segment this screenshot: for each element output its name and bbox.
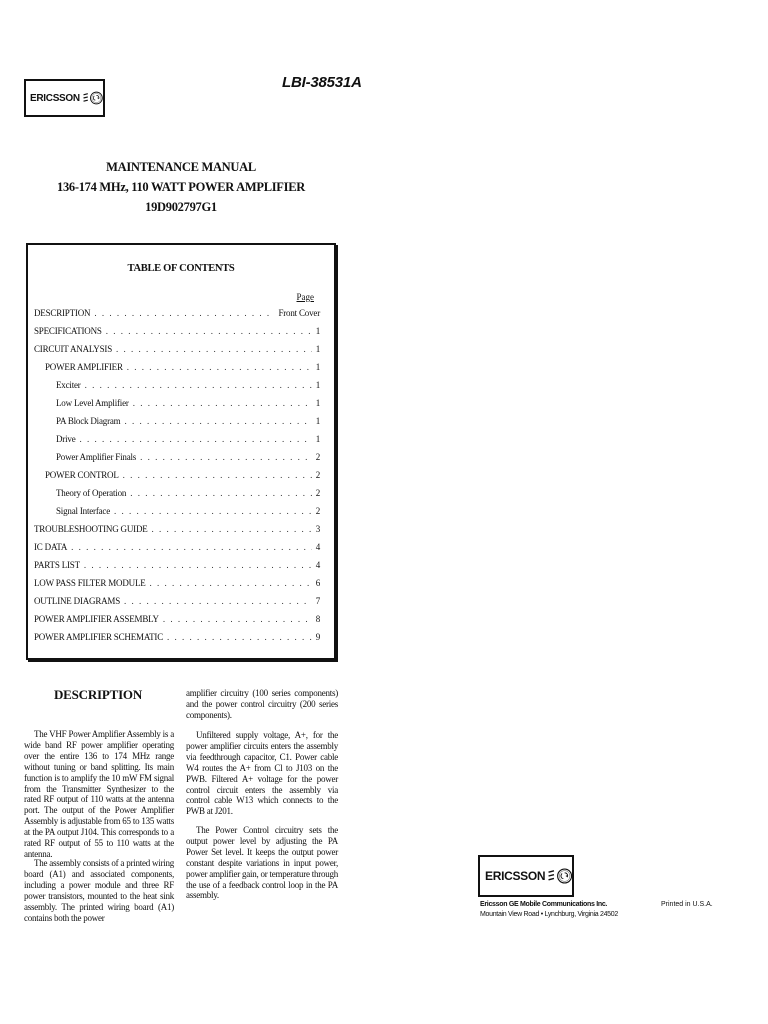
toc-entry-label: PA Block Diagram bbox=[56, 416, 121, 426]
toc-entry-page: 7 bbox=[315, 596, 320, 606]
toc-entry[interactable] bbox=[34, 434, 320, 452]
description-paragraph-4: Unfiltered supply voltage, A+, for the power amplifier circuits enters the assembly via feedthrough capacitor, C1. Power cable W4 routes the A+ from Cl to J103 on the PWB. Filtered A+ voltage for the power control circuit enters the assembly via control cable W13 which connects to the PWB at J201. bbox=[186, 730, 338, 817]
ericsson-stripes-icon bbox=[548, 865, 555, 887]
toc-entry-label: Exciter bbox=[56, 380, 81, 390]
toc-entry[interactable] bbox=[34, 470, 320, 488]
toc-entry[interactable] bbox=[34, 380, 320, 398]
logo-wordmark: ERICSSON bbox=[485, 869, 546, 883]
toc-page-heading: Page bbox=[296, 292, 314, 302]
title-line-1: MAINTENANCE MANUAL bbox=[106, 160, 256, 174]
description-paragraph-1: The VHF Power Amplifier Assembly is a wide band RF power amplifier operating over the entire 136 to 174 MHz range without tuning or band splitting. Its main function is to amplify the 10 mW FM signal from the Transmitter Synthesizer to the rated RF output of 110 watts at the antenna port. The output of the Power Amplifier Assembly is adjustable from 65 to 135 watts at the PA output J104. This corresponds to a rated RF output of 55 to 110 watts at the antenna. bbox=[24, 729, 174, 859]
toc-entry-label: Drive bbox=[56, 434, 76, 444]
toc-entry-page: 1 bbox=[315, 326, 320, 336]
toc-entry[interactable] bbox=[34, 524, 320, 542]
toc-entry-page: 2 bbox=[315, 488, 320, 498]
toc-entry-label: POWER AMPLIFIER SCHEMATIC bbox=[34, 632, 164, 642]
table-of-contents bbox=[26, 243, 336, 660]
company-address: Mountain View Road • Lynchburg, Virginia 24502 bbox=[480, 911, 618, 918]
toc-entry-label: OUTLINE DIAGRAMS bbox=[34, 596, 121, 606]
toc-entry[interactable] bbox=[34, 398, 320, 416]
toc-entry-page: 2 bbox=[315, 470, 320, 480]
toc-entry[interactable] bbox=[34, 488, 320, 506]
toc-entry-page: 1 bbox=[315, 398, 320, 408]
toc-entry-page: 1 bbox=[315, 362, 320, 372]
toc-entry-page: 2 bbox=[315, 452, 320, 462]
toc-entry[interactable] bbox=[34, 560, 320, 578]
printed-in-usa: Printed in U.S.A. bbox=[661, 901, 713, 908]
toc-entry-page: 2 bbox=[315, 506, 320, 516]
title-line-3: 19D902797G1 bbox=[145, 200, 217, 214]
toc-entry-label: TROUBLESHOOTING GUIDE bbox=[34, 524, 148, 534]
toc-entry-label: Signal Interface bbox=[56, 506, 111, 516]
toc-entry-label: DESCRIPTION bbox=[34, 308, 91, 318]
manual-title bbox=[24, 157, 338, 217]
toc-entry-page: 1 bbox=[315, 344, 320, 354]
toc-entry[interactable] bbox=[34, 578, 320, 596]
toc-entry-label: POWER CONTROL bbox=[45, 470, 119, 480]
toc-entry-page: 4 bbox=[315, 560, 320, 570]
ericsson-ge-logo-footer bbox=[478, 855, 574, 897]
toc-title: TABLE OF CONTENTS bbox=[127, 263, 235, 274]
toc-entry[interactable] bbox=[34, 506, 320, 524]
toc-entry-label: POWER AMPLIFIER bbox=[45, 362, 123, 372]
description-paragraph-3: amplifier circuitry (100 series components) and the power control circuitry (200 series components). bbox=[186, 688, 338, 720]
toc-entry-page: 1 bbox=[315, 416, 320, 426]
description-paragraph-2: The assembly consists of a printed wiring board (A1) and associated components, including a power module and three RF power transistors, mounted to the heat sink assembly. The printed wiring board (A1) contains both the power bbox=[24, 858, 174, 923]
description-heading: DESCRIPTION bbox=[53, 687, 143, 702]
company-name: Ericsson GE Mobile Communications Inc. bbox=[480, 901, 608, 908]
toc-entry-label: POWER AMPLIFIER ASSEMBLY bbox=[34, 614, 159, 624]
toc-entry-page: 9 bbox=[315, 632, 320, 642]
ge-monogram-icon bbox=[90, 86, 103, 110]
ge-monogram-icon bbox=[557, 862, 572, 890]
toc-entry-page: 3 bbox=[315, 524, 320, 534]
toc-entry-page: 1 bbox=[315, 380, 320, 390]
toc-entry-label: CIRCUIT ANALYSIS bbox=[34, 344, 112, 354]
toc-entry-label: IC DATA bbox=[34, 542, 68, 552]
toc-entry[interactable] bbox=[34, 632, 320, 650]
toc-entry[interactable] bbox=[34, 326, 320, 344]
toc-entry-page: 1 bbox=[315, 434, 320, 444]
toc-entry-label: Power Amplifier Finals bbox=[56, 452, 137, 462]
toc-entry[interactable] bbox=[34, 308, 320, 326]
toc-entry-label: Low Level Amplifier bbox=[56, 398, 129, 408]
toc-entry[interactable] bbox=[34, 416, 320, 434]
company-info bbox=[480, 900, 618, 920]
toc-entry-label: SPECIFICATIONS bbox=[34, 326, 102, 336]
toc-entry-label: Theory of Operation bbox=[56, 488, 127, 498]
document-number: LBI-38531A bbox=[282, 74, 362, 91]
toc-entry-label: PARTS LIST bbox=[34, 560, 80, 570]
toc-entry[interactable] bbox=[34, 542, 320, 560]
toc-entry-page: 4 bbox=[315, 542, 320, 552]
toc-entry[interactable] bbox=[34, 596, 320, 614]
toc-entry-page: Front Cover bbox=[278, 308, 320, 318]
toc-entry[interactable] bbox=[34, 344, 320, 362]
logo-wordmark: ERICSSON bbox=[30, 92, 80, 104]
toc-list bbox=[34, 308, 320, 650]
ericsson-ge-logo bbox=[24, 79, 105, 117]
toc-entry[interactable] bbox=[34, 362, 320, 380]
toc-entry-page: 6 bbox=[315, 578, 320, 588]
title-line-2: 136-174 MHz, 110 WATT POWER AMPLIFIER bbox=[57, 180, 305, 194]
toc-entry-page: 8 bbox=[315, 614, 320, 624]
toc-entry[interactable] bbox=[34, 614, 320, 632]
ericsson-stripes-icon bbox=[83, 89, 88, 107]
description-paragraph-5: The Power Control circuitry sets the output power level by adjusting the PA Power Set level. It keeps the output power constant despite variations in input power, power amplifier gain, or temperature through the use of a feedback control loop in the PA assembly. bbox=[186, 825, 338, 901]
toc-entry[interactable] bbox=[34, 452, 320, 470]
toc-entry-label: LOW PASS FILTER MODULE bbox=[34, 578, 146, 588]
